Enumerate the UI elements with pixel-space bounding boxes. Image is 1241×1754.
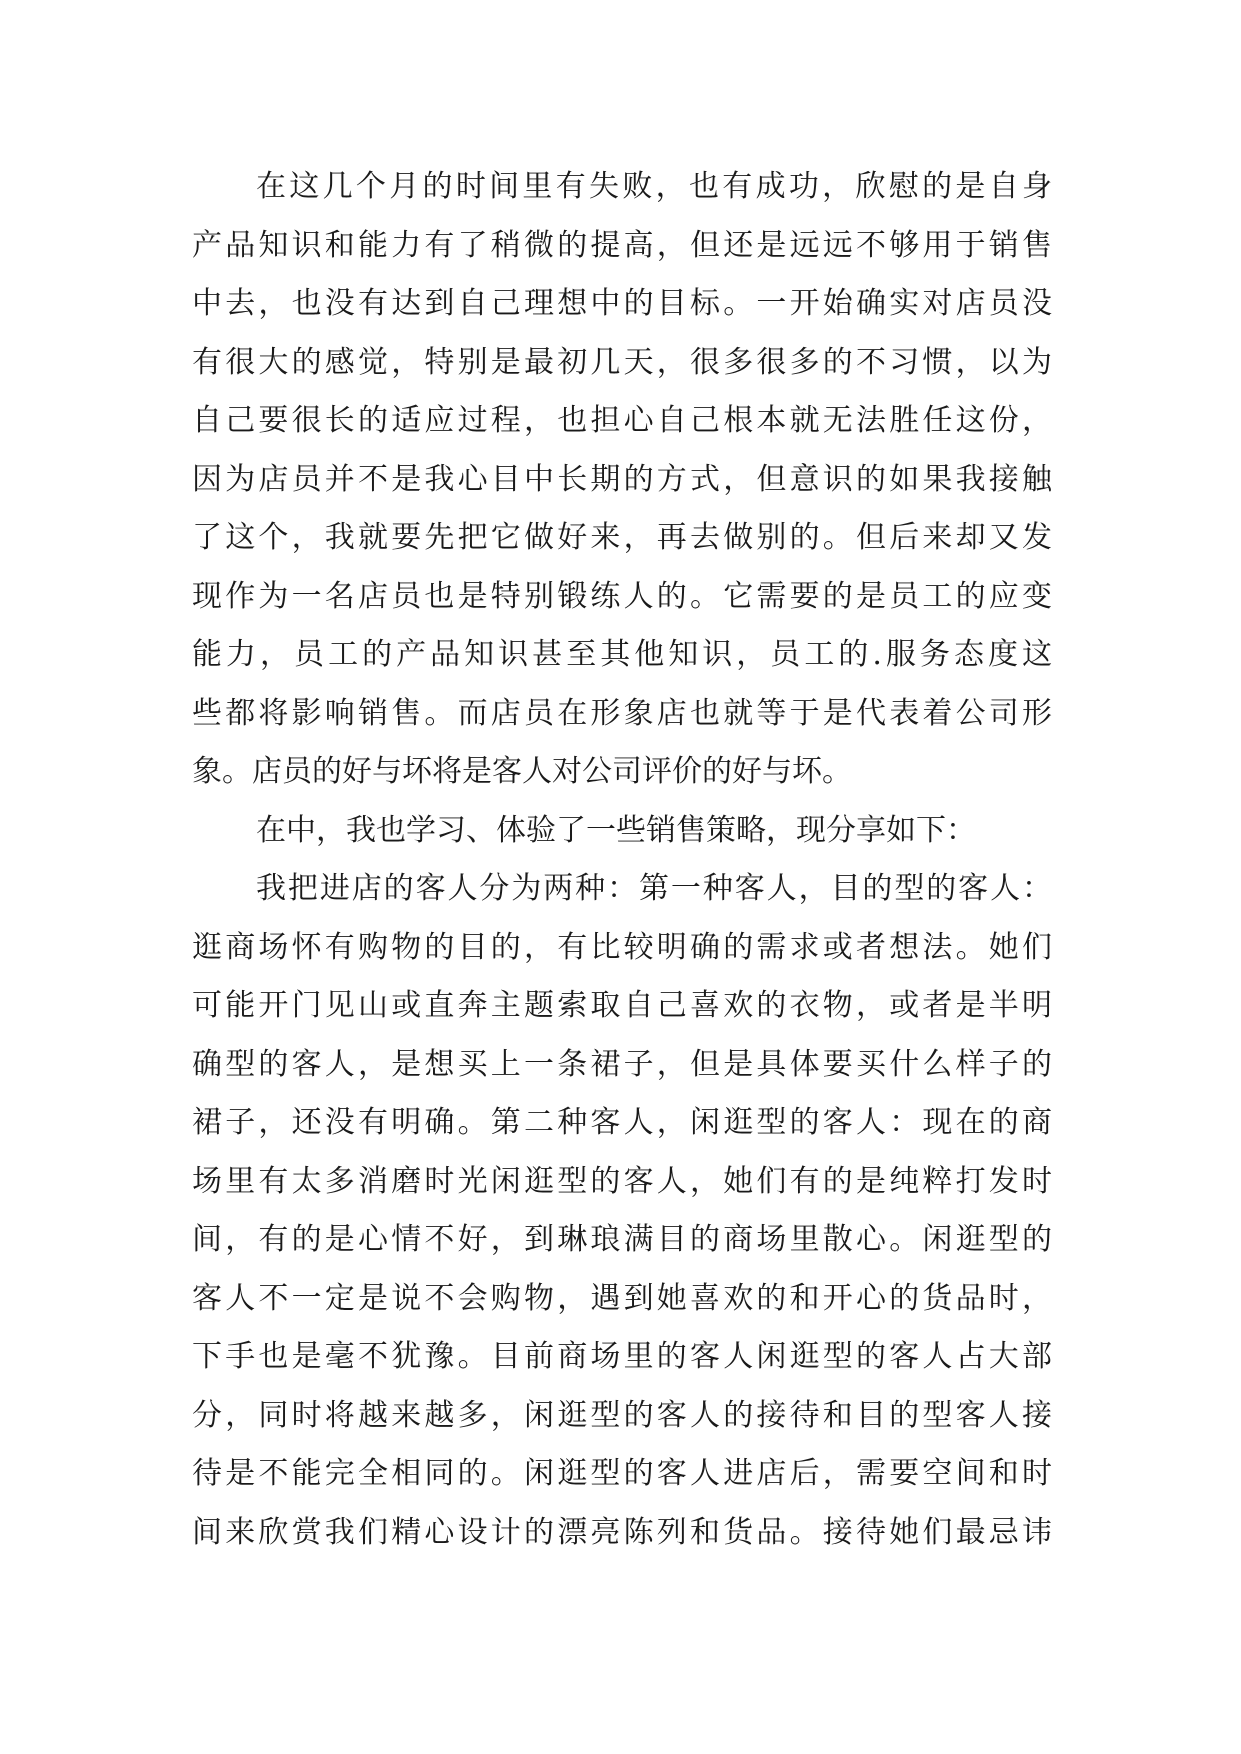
text-line: 有很大的感觉，特别是最初几天，很多很多的不习惯，以为 [192, 344, 1052, 380]
text-line: 裙子，还没有明确。第二种客人，闲逛型的客人：现在的商 [192, 1105, 1052, 1140]
text-line: 场里有太多消磨时光闲逛型的客人，她们有的是纯粹打发时 [192, 1163, 1052, 1199]
text-line: 可能开门见山或直奔主题索取自己喜欢的衣物，或者是半明 [192, 988, 1052, 1023]
text-line: 我把进店的客人分为两种：第一种客人，目的型的客人： [256, 871, 1052, 906]
text-line: 确型的客人，是想买上一条裙子，但是具体要买什么样子的 [192, 1046, 1052, 1082]
text-line: 能力，员工的产品知识甚至其他知识，员工的.服务态度这 [192, 637, 1052, 672]
text-line: 在中，我也学习、体验了一些销售策略，现分享如下： [256, 812, 976, 848]
text-line: 待是不能完全相同的。闲逛型的客人进店后，需要空间和时 [192, 1456, 1052, 1491]
text-line: 客人不一定是说不会购物，遇到她喜欢的和开心的货品时， [192, 1280, 1052, 1316]
text-line: 中去，也没有达到自己理想中的目标。一开始确实对店员没 [192, 286, 1052, 321]
text-line: 分，同时将越来越多，闲逛型的客人的接待和目的型客人接 [192, 1397, 1052, 1433]
text-line: 些都将影响销售。而店员在形象店也就等于是代表着公司形 [192, 695, 1052, 731]
document-body [192, 158, 1052, 1562]
text-line: 因为店员并不是我心目中长期的方式，但意识的如果我接触 [192, 461, 1052, 497]
text-line: 间来欣赏我们精心设计的漂亮陈列和货品。接待她们最忌讳 [192, 1514, 1052, 1550]
text-line: 现作为一名店员也是特别锻练人的。它需要的是员工的应变 [192, 578, 1052, 614]
text-line: 间，有的是心情不好，到琳琅满目的商场里散心。闲逛型的 [192, 1222, 1052, 1257]
text-line: 产品知识和能力有了稍微的提高，但还是远远不够用于销售 [192, 227, 1052, 263]
text-line: 自己要很长的适应过程，也担心自己根本就无法胜任这份， [192, 403, 1052, 438]
text-line: 象。店员的好与坏将是客人对公司评价的好与坏。 [192, 754, 852, 789]
text-line: 下手也是毫不犹豫。目前商场里的客人闲逛型的客人占大部 [192, 1339, 1052, 1374]
text-line: 了这个，我就要先把它做好来，再去做别的。但后来却又发 [192, 520, 1052, 555]
text-line: 逛商场怀有购物的目的，有比较明确的需求或者想法。她们 [192, 929, 1052, 965]
text-line: 在这几个月的时间里有失败，也有成功，欣慰的是自身 [256, 169, 1052, 204]
